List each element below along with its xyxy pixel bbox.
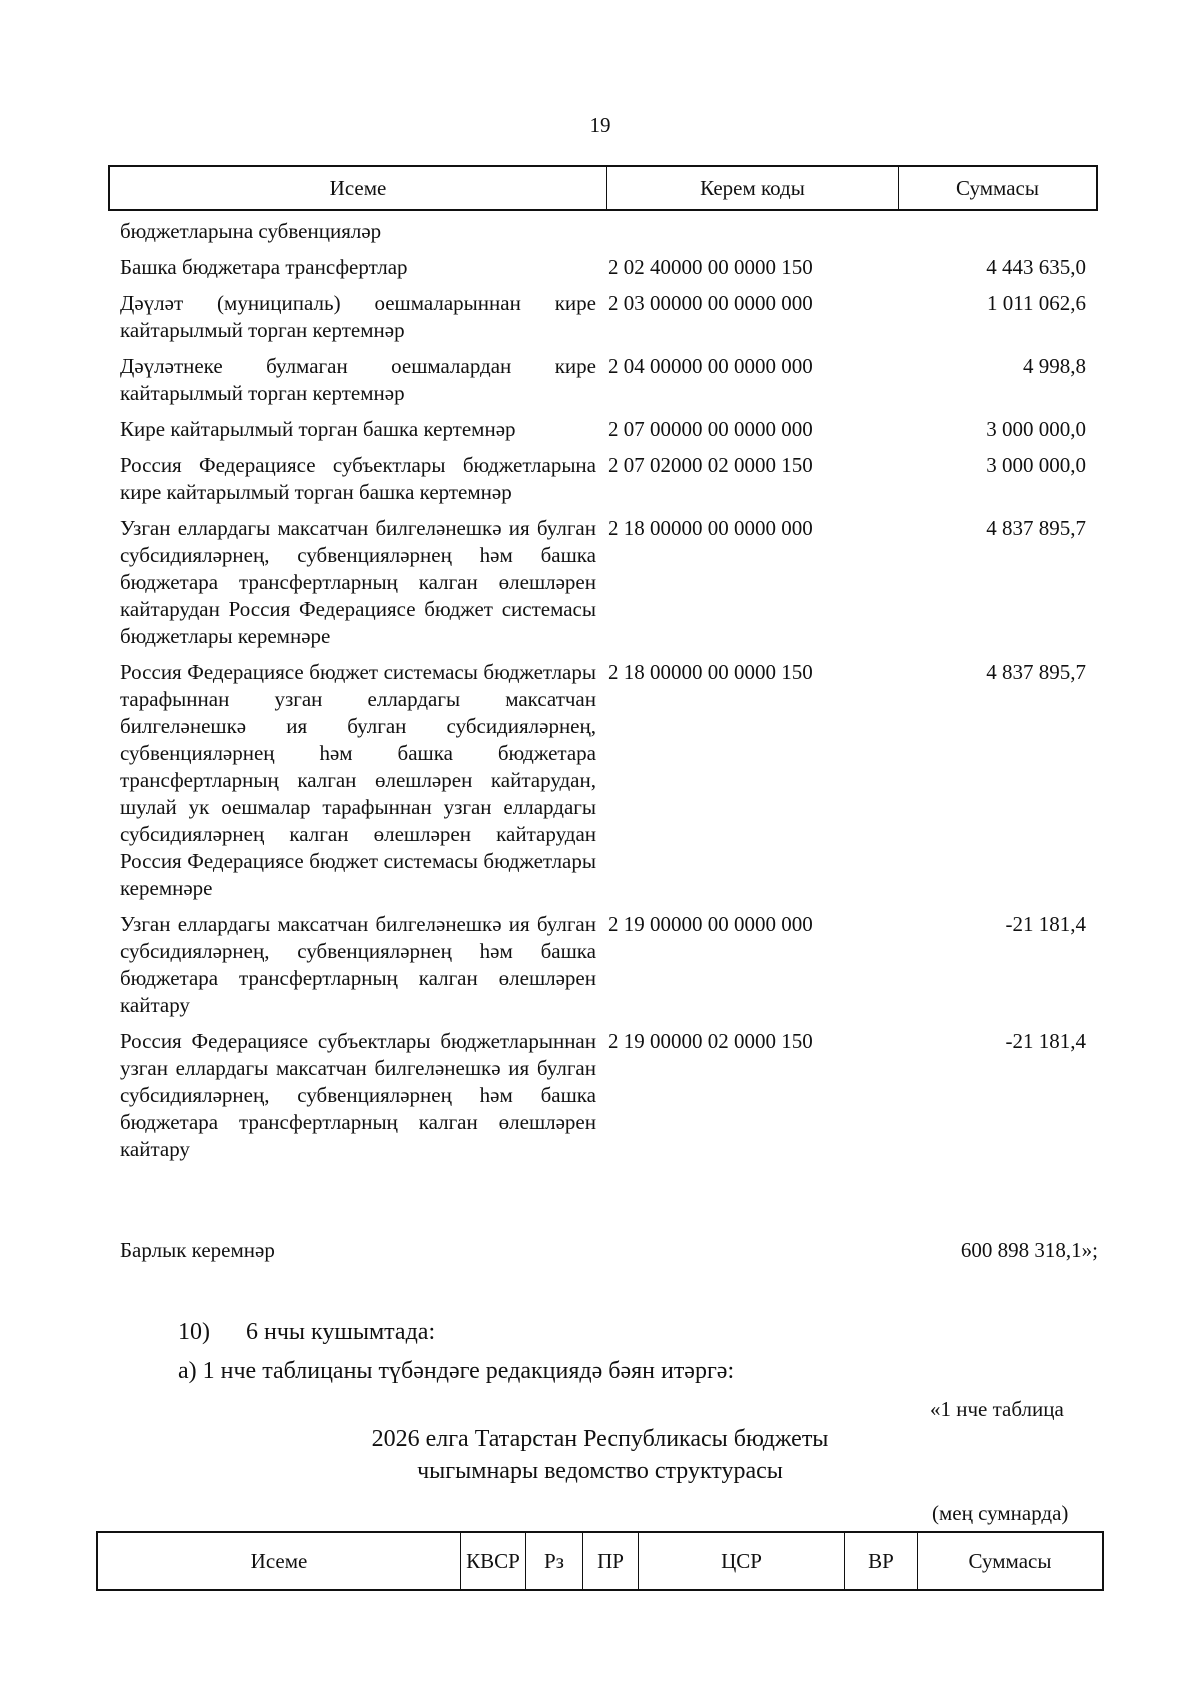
row-sum: 3 000 000,0 xyxy=(986,453,1086,477)
title-line-2: чыгымнары ведомство структурасы xyxy=(417,1458,783,1484)
table-row xyxy=(120,452,1098,506)
header-sum: Суммасы xyxy=(898,167,1096,209)
table-row xyxy=(120,353,1098,407)
row-sum: 4 998,8 xyxy=(1023,354,1086,378)
row-sum: -21 181,4 xyxy=(1005,912,1086,936)
point-number: 10) xyxy=(178,1319,210,1345)
revenue-table-body xyxy=(120,218,1098,1172)
header-sum: Суммасы xyxy=(917,1533,1102,1589)
row-sum: 3 000 000,0 xyxy=(986,417,1086,441)
header-name: Исеме xyxy=(250,1548,308,1573)
table-row xyxy=(120,911,1098,1019)
row-code: 2 03 00000 00 0000 000 xyxy=(608,291,813,315)
row-name: Узган еллардагы максатчан билгеләнешкә ия булган субсидияләрнең, субвенцияләрнең һәм башка бюджетара трансфертларның калган өлешләрен кайтару xyxy=(120,912,596,1017)
header-pr: ПР xyxy=(582,1533,638,1589)
row-name: Башка бюджетара трансфертлар xyxy=(120,255,408,279)
row-sum: 4 837 895,7 xyxy=(986,516,1086,540)
row-name: Дәүләтнеке булмаган оешмалардан кире кайтарылмый торган кертемнәр xyxy=(120,354,596,405)
table-row xyxy=(120,659,1098,902)
table-row xyxy=(120,1028,1098,1163)
table-reference: «1 нче таблица xyxy=(930,1397,1064,1421)
total-label: Барлык керемнәр xyxy=(120,1238,275,1262)
row-sum: 4 443 635,0 xyxy=(986,255,1086,279)
expense-table-header xyxy=(96,1531,1104,1591)
header-vr: ВР xyxy=(844,1533,917,1589)
row-code xyxy=(596,218,868,245)
header-kvsr: КВСР xyxy=(460,1533,525,1589)
page-number: 19 xyxy=(589,113,611,137)
header-code: Керем коды xyxy=(606,167,898,209)
header-name: Исеме xyxy=(329,175,387,200)
total-row xyxy=(120,1237,1098,1264)
row-name: Кире кайтарылмый торган башка кертемнәр xyxy=(120,417,516,441)
row-code: 2 18 00000 00 0000 000 xyxy=(608,516,813,540)
row-sum: 4 837 895,7 xyxy=(986,660,1086,684)
row-sum: 1 011 062,6 xyxy=(987,291,1086,315)
table-title xyxy=(0,1423,1200,1487)
revenue-table-header xyxy=(108,165,1098,211)
row-sum xyxy=(868,218,1086,245)
sub-item: а) 1 нче таблицаны түбәндәге редакциядә бәян итәргә: xyxy=(178,1358,735,1384)
row-sum: -21 181,4 xyxy=(1005,1029,1086,1053)
row-name: Россия Федерациясе бюджет системасы бюджетлары тарафыннан узган еллардагы максатчан билгеләнешкә ия булган субсидияләрнең, субвенцияләрнең һәм башка бюджетара трансфертларның калган өлешләрен кайтарудан, шулай ук оешмалар тарафыннан узган еллардагы субсидияләрнең калган өлешләрен кайтарудан Россия Федерациясе бюджет системасы бюджетлары керемнәре xyxy=(120,660,596,900)
units-note: (мең сумнарда) xyxy=(932,1501,1069,1525)
row-code: 2 19 00000 02 0000 150 xyxy=(608,1029,813,1053)
table-row xyxy=(120,515,1098,650)
header-rz: Рз xyxy=(525,1533,582,1589)
row-code: 2 18 00000 00 0000 150 xyxy=(608,660,813,684)
row-name: бюджетларына субвенцияләр xyxy=(120,219,382,243)
amendment-point xyxy=(178,1317,435,1347)
point-text: 6 нчы кушымтада: xyxy=(246,1319,436,1345)
row-code: 2 07 00000 00 0000 000 xyxy=(608,417,813,441)
row-name: Россия Федерациясе субъектлары бюджетларыннан узган еллардагы максатчан билгеләнешкә ия булган субсидияләрнең, субвенцияләрнең һәм башка бюджетара трансфертларның калган өлешләрен кайтару xyxy=(120,1029,596,1161)
header-csr: ЦСР xyxy=(638,1533,844,1589)
row-name: Дәүләт (муниципаль) оешмаларыннан кире кайтарылмый торган кертемнәр xyxy=(120,291,596,342)
total-sum: 600 898 318,1»; xyxy=(960,1238,1098,1262)
row-code: 2 04 00000 00 0000 000 xyxy=(608,354,813,378)
title-line-1: 2026 елга Татарстан Республикасы бюджеты xyxy=(371,1426,829,1452)
table-row xyxy=(120,416,1098,443)
row-name: Россия Федерациясе субъектлары бюджетларына кире кайтарылмый торган башка кертемнәр xyxy=(120,453,596,504)
row-code: 2 07 02000 02 0000 150 xyxy=(608,453,813,477)
table-row xyxy=(120,218,1098,245)
row-name: Узган еллардагы максатчан билгеләнешкә ия булган субсидияләрнең, субвенцияләрнең һәм башка бюджетара трансфертларның калган өлешләрен кайтарудан Россия Федерациясе бюджет системасы бюджетлары керемнәре xyxy=(120,516,596,648)
table-row xyxy=(120,290,1098,344)
table-row xyxy=(120,254,1098,281)
row-code: 2 19 00000 00 0000 000 xyxy=(608,912,813,936)
row-code: 2 02 40000 00 0000 150 xyxy=(608,255,813,279)
